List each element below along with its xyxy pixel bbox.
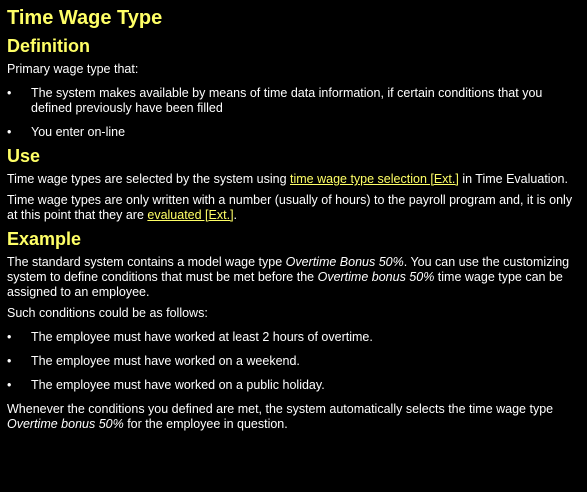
evaluated-link[interactable]: evaluated [Ext.] (147, 208, 234, 222)
list-item-text: The employee must have worked on a weekend. (31, 354, 300, 368)
wage-type-name: Overtime Bonus 50% (285, 255, 404, 269)
wage-type-name: Overtime bonus 50% (7, 417, 124, 431)
definition-heading: Definition (7, 36, 90, 56)
use-p1-text-before: Time wage types are selected by the system using (7, 172, 291, 186)
list-item (7, 330, 581, 345)
example-p3-text-a: Whenever the conditions you defined are met, the system automatically selects the time wage type (7, 402, 554, 416)
list-item-text: The system makes available by means of time data information, if certain conditions that you defined previously have been filled (31, 86, 543, 115)
use-paragraph-2 (7, 193, 581, 223)
list-item (7, 125, 581, 140)
example-paragraph-2: Such conditions could be as follows: (7, 306, 208, 320)
time-wage-type-selection-link[interactable]: time wage type selection [Ext.] (290, 172, 459, 186)
bullet-icon: • (7, 330, 12, 344)
list-item-text: The employee must have worked at least 2 hours of overtime. (31, 330, 373, 344)
use-p2-text-before: Time wage types are only written with a number (usually of hours) to the payroll program and, it is only at this point that they are (7, 193, 573, 222)
use-p1-text-after: in Time Evaluation. (458, 172, 568, 186)
list-item (7, 86, 581, 116)
definition-list (7, 86, 581, 140)
example-p1-text-a: The standard system contains a model wage type (7, 255, 286, 269)
bullet-icon: • (7, 378, 12, 392)
example-paragraph-1 (7, 255, 581, 300)
example-p1-text-b: . You can use the customizing system to define conditions that must be met before the (7, 255, 570, 284)
use-p2-text-after: . (233, 208, 238, 222)
use-paragraph-1 (7, 172, 581, 187)
bullet-icon: • (7, 354, 12, 368)
example-paragraph-3 (7, 402, 581, 432)
example-p3-text-b: for the employee in question. (123, 417, 288, 431)
list-item-text: You enter on-line (31, 125, 126, 139)
page-title: Time Wage Type (7, 7, 163, 29)
example-p1-text-c: time wage type can be assigned to an employee. (7, 270, 563, 299)
list-item-text: The employee must have worked on a public holiday. (31, 378, 325, 392)
bullet-icon: • (7, 125, 12, 139)
list-item (7, 378, 581, 393)
example-conditions-list (7, 330, 581, 393)
list-item (7, 354, 581, 369)
definition-intro: Primary wage type that: (7, 62, 139, 76)
wage-type-name: Overtime bonus 50% (317, 270, 435, 284)
example-heading: Example (7, 229, 82, 249)
use-heading: Use (7, 146, 41, 166)
bullet-icon: • (7, 86, 12, 100)
